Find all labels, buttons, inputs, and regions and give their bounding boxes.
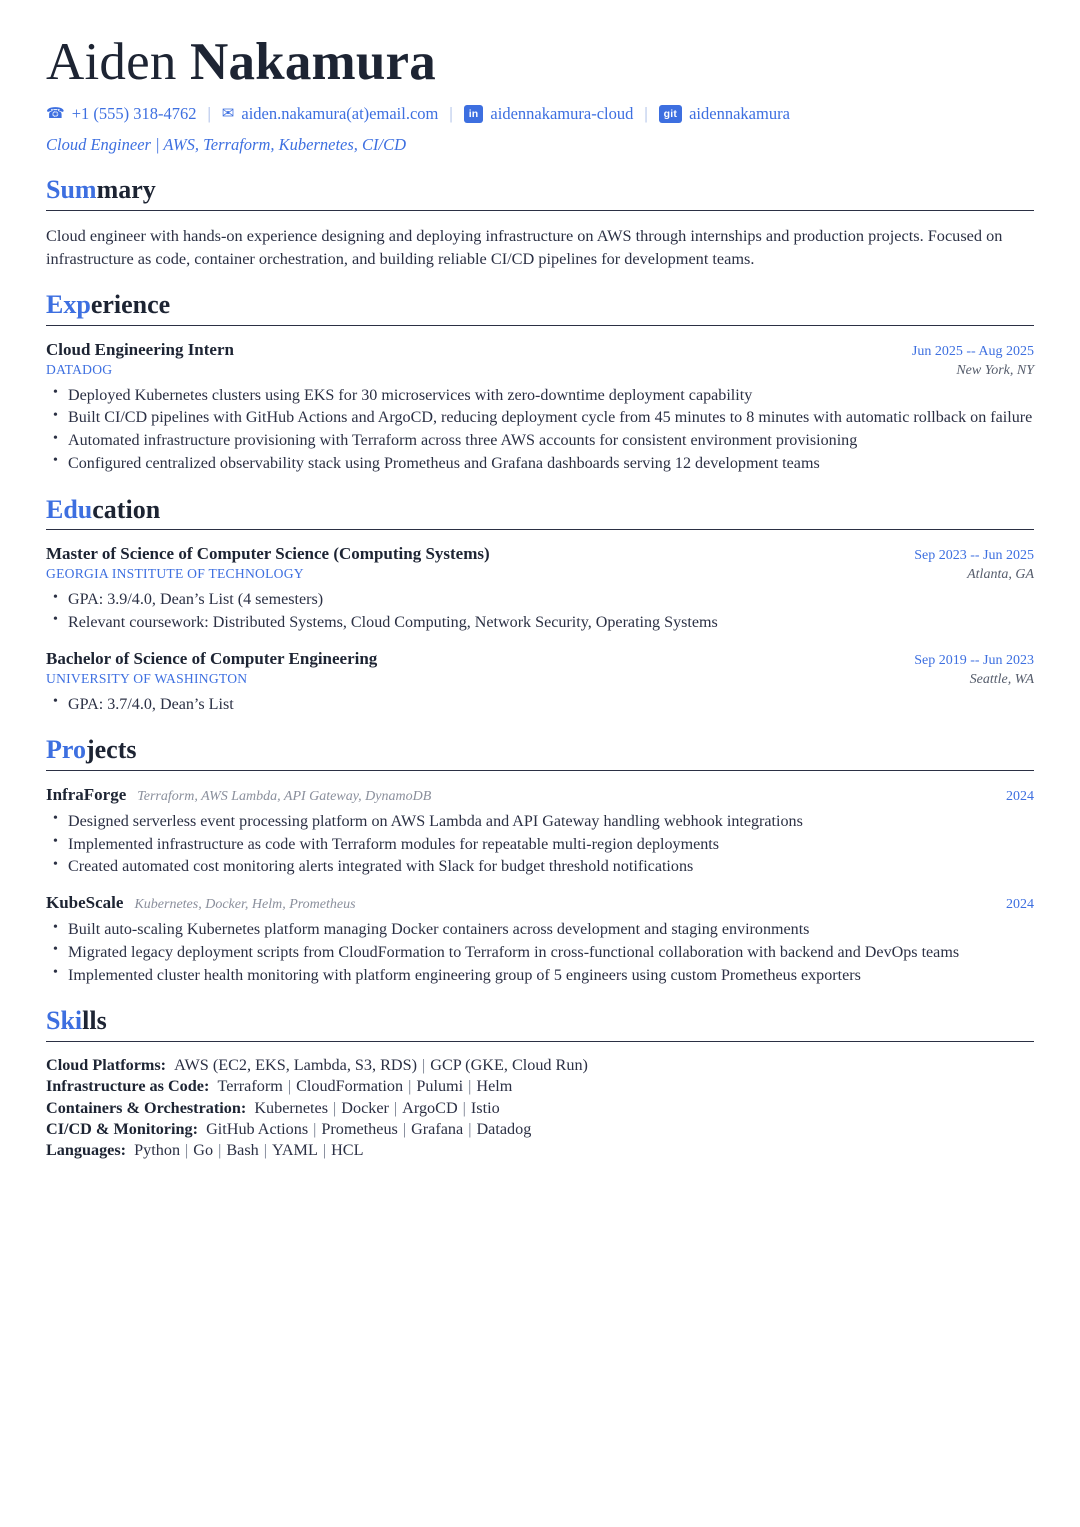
bullet-item: • GPA: 3.9/4.0, Dean’s List (4 semesters) [46, 589, 1034, 611]
project-bullets [46, 919, 1034, 986]
entry-organization: DATADOG [46, 361, 113, 377]
skill-separator: | [313, 1119, 317, 1138]
skill-row [46, 1140, 1034, 1161]
skill-value: Datadog [476, 1119, 532, 1138]
skill-separator: | [287, 1077, 292, 1096]
skill-separator: | [185, 1141, 189, 1160]
project-title-group [46, 893, 356, 913]
linkedin-icon: in [464, 105, 484, 123]
section-experience [46, 291, 1034, 474]
section-divider [46, 1041, 1034, 1042]
section-title-highlight: Sum [46, 175, 97, 205]
skill-value: GCP (GKE, Cloud Run) [430, 1055, 588, 1074]
entry-subheader-row [46, 362, 1034, 379]
entry-title: Bachelor of Science of Computer Engineering [46, 648, 378, 668]
resume-entry [46, 544, 1034, 633]
skill-separator: | [408, 1077, 412, 1096]
section-title-summary [46, 176, 1034, 207]
entry-date: Jun 2025 -- Aug 2025 [911, 343, 1034, 359]
skill-value: Helm [476, 1077, 513, 1096]
bullet-item: • Created automated cost monitoring alerts integrated with Slack for budget threshold notifications [46, 856, 1034, 878]
entry-organization: UNIVERSITY OF WASHINGTON [46, 670, 248, 686]
section-title-highlight: Edu [46, 494, 93, 524]
skill-value: CloudFormation [296, 1077, 404, 1096]
skill-category-label: Languages: [46, 1141, 127, 1160]
skill-value: ArgoCD [402, 1098, 458, 1117]
contact-line [46, 104, 1034, 124]
section-title-skills [46, 1007, 1034, 1038]
skill-separator: | [333, 1098, 337, 1117]
project-name: InfraForge [46, 784, 127, 804]
skill-separator: | [462, 1098, 466, 1117]
bullet-item: • Built CI/CD pipelines with GitHub Actions and ArgoCD, reducing deployment cycle from 45 minutes to 8 minutes with automatic rollback on failure [46, 407, 1034, 429]
skill-value: Istio [470, 1098, 500, 1117]
entry-title: Master of Science of Computer Science (Computing Systems) [46, 544, 490, 564]
email-text: aiden.nakamura(at)email.com [241, 104, 439, 124]
section-title-rest: cation [92, 494, 161, 524]
bullet-item: • Designed serverless event processing platform on AWS Lambda and API Gateway handling webhook integrations [46, 811, 1034, 833]
section-projects [46, 736, 1034, 986]
skill-separator: | [422, 1055, 426, 1074]
bullet-item: • Configured centralized observability stack using Prometheus and Grafana dashboards serving 12 development teams [46, 453, 1034, 475]
skill-separator: | [393, 1098, 398, 1117]
section-title-highlight: Ski [46, 1006, 83, 1036]
skill-value: Python [134, 1141, 181, 1160]
skill-separator: | [218, 1141, 222, 1160]
entry-bullets [46, 694, 1034, 716]
project-year: 2024 [1006, 897, 1034, 913]
skill-separator: | [263, 1141, 267, 1160]
skill-category-label: Containers & Orchestration: [46, 1098, 247, 1117]
experience-list [46, 340, 1034, 475]
bullet-item: • Relevant coursework: Distributed Systems, Cloud Computing, Network Security, Operating Systems [46, 612, 1034, 634]
skill-separator: | [468, 1119, 472, 1138]
contact-linkedin[interactable] [464, 104, 634, 124]
section-title-education [46, 496, 1034, 527]
project-entry [46, 893, 1034, 986]
project-entry [46, 785, 1034, 878]
entry-date: Sep 2023 -- Jun 2025 [914, 548, 1034, 564]
skill-category-label: CI/CD & Monitoring: [46, 1119, 198, 1138]
entry-location: Seattle, WA [969, 671, 1034, 687]
section-skills [46, 1007, 1034, 1161]
resume-entry [46, 649, 1034, 716]
skill-value: Grafana [411, 1119, 464, 1138]
education-list [46, 544, 1034, 715]
contact-github[interactable] [659, 104, 790, 124]
section-title-highlight: Exp [46, 290, 91, 320]
skill-value: Pulumi [416, 1077, 464, 1096]
project-tech-stack: Terraform, AWS Lambda, API Gateway, DynamoDB [137, 788, 432, 804]
resume-header [46, 34, 1034, 155]
first-name: Aiden [46, 33, 177, 91]
bullet-item: • Implemented cluster health monitoring with platform engineering group of 5 engineers using custom Prometheus exporters [46, 965, 1034, 987]
skills-list [46, 1055, 1034, 1162]
skill-value: Terraform [217, 1077, 283, 1096]
skill-value: AWS (EC2, EKS, Lambda, S3, RDS) [174, 1055, 417, 1074]
bullet-item: • GPA: 3.7/4.0, Dean’s List [46, 694, 1034, 716]
linkedin-text: aidennakamura-cloud [490, 104, 634, 124]
entry-organization: GEORGIA INSTITUTE OF TECHNOLOGY [46, 566, 304, 582]
section-divider [46, 529, 1034, 530]
bullet-item: • Built auto-scaling Kubernetes platform managing Docker containers across development and staging environments [46, 919, 1034, 941]
bullet-item: • Automated infrastructure provisioning with Terraform across three AWS accounts for consistent environment provisioning [46, 430, 1034, 452]
project-name: KubeScale [46, 893, 124, 913]
section-title-rest: mary [96, 175, 156, 205]
skill-row [46, 1055, 1034, 1076]
contact-separator: | [644, 104, 648, 124]
github-icon: git [659, 105, 682, 123]
section-title-highlight: Pro [46, 735, 86, 765]
entry-location: Atlanta, GA [967, 567, 1034, 583]
section-divider [46, 770, 1034, 771]
skill-separator: | [322, 1141, 327, 1160]
skill-value: Docker [341, 1098, 389, 1117]
skill-value: YAML [271, 1141, 318, 1160]
entry-subheader-row [46, 566, 1034, 583]
section-title-experience [46, 291, 1034, 322]
skill-value: HCL [331, 1141, 364, 1160]
project-bullets [46, 811, 1034, 878]
candidate-tagline: Cloud Engineer | AWS, Terraform, Kubernetes, CI/CD [46, 135, 407, 155]
bullet-item: • Deployed Kubernetes clusters using EKS for 30 microservices with zero-downtime deployment capability [46, 385, 1034, 407]
section-title-rest: lls [82, 1006, 107, 1036]
project-header-row [46, 785, 1034, 805]
section-summary [46, 176, 1034, 270]
skill-value: Bash [226, 1141, 259, 1160]
phone-icon: ☎ [46, 105, 65, 122]
project-year: 2024 [1006, 788, 1034, 804]
phone-text: +1 (555) 318-4762 [71, 104, 197, 124]
contact-separator: | [449, 104, 453, 124]
skill-separator: | [468, 1077, 472, 1096]
contact-email[interactable] [222, 104, 439, 124]
entry-location: New York, NY [956, 362, 1034, 378]
section-education [46, 496, 1034, 716]
envelope-icon: ✉ [221, 105, 235, 122]
skill-row [46, 1119, 1034, 1140]
skill-category-label: Cloud Platforms: [46, 1055, 167, 1074]
skill-value: Prometheus [321, 1119, 398, 1138]
section-divider [46, 325, 1034, 326]
skill-row [46, 1076, 1034, 1097]
entry-header-row [46, 340, 1034, 360]
entry-subheader-row [46, 671, 1034, 688]
entry-bullets [46, 589, 1034, 633]
entry-bullets [46, 385, 1034, 475]
summary-paragraph: Cloud engineer with hands-on experience designing and deploying infrastructure on AWS through internships and production projects. Focused on infrastructure as code, container orchestration, and building reliable CI/CD pipelines for development teams. [46, 225, 1003, 268]
resume-entry [46, 340, 1034, 475]
bullet-item: • Migrated legacy deployment scripts from CloudFormation to Terraform in cross-functional collaboration with backend and DevOps teams [46, 942, 1034, 964]
entry-title: Cloud Engineering Intern [46, 339, 234, 359]
skill-value: Go [193, 1141, 214, 1160]
contact-phone[interactable] [46, 104, 196, 124]
section-title-rest: jects [85, 735, 137, 765]
projects-list [46, 785, 1034, 986]
github-text: aidennakamura [689, 104, 790, 124]
project-header-row [46, 893, 1034, 913]
skill-row [46, 1098, 1034, 1119]
candidate-name [46, 34, 1034, 91]
skill-value: Kubernetes [254, 1098, 329, 1117]
section-divider [46, 210, 1034, 211]
contact-separator: | [207, 104, 211, 124]
bullet-item: • Implemented infrastructure as code with Terraform modules for repeatable multi-region deployments [46, 834, 1034, 856]
project-title-group [46, 785, 431, 805]
project-tech-stack: Kubernetes, Docker, Helm, Prometheus [134, 897, 356, 913]
entry-header-row [46, 649, 1034, 669]
entry-header-row [46, 544, 1034, 564]
skill-separator: | [402, 1119, 407, 1138]
skill-value: GitHub Actions [206, 1119, 309, 1138]
last-name: Nakamura [189, 33, 436, 91]
section-title-rest: erience [90, 290, 171, 320]
section-title-projects [46, 736, 1034, 767]
entry-date: Sep 2019 -- Jun 2023 [914, 652, 1034, 668]
skill-category-label: Infrastructure as Code: [46, 1077, 210, 1096]
